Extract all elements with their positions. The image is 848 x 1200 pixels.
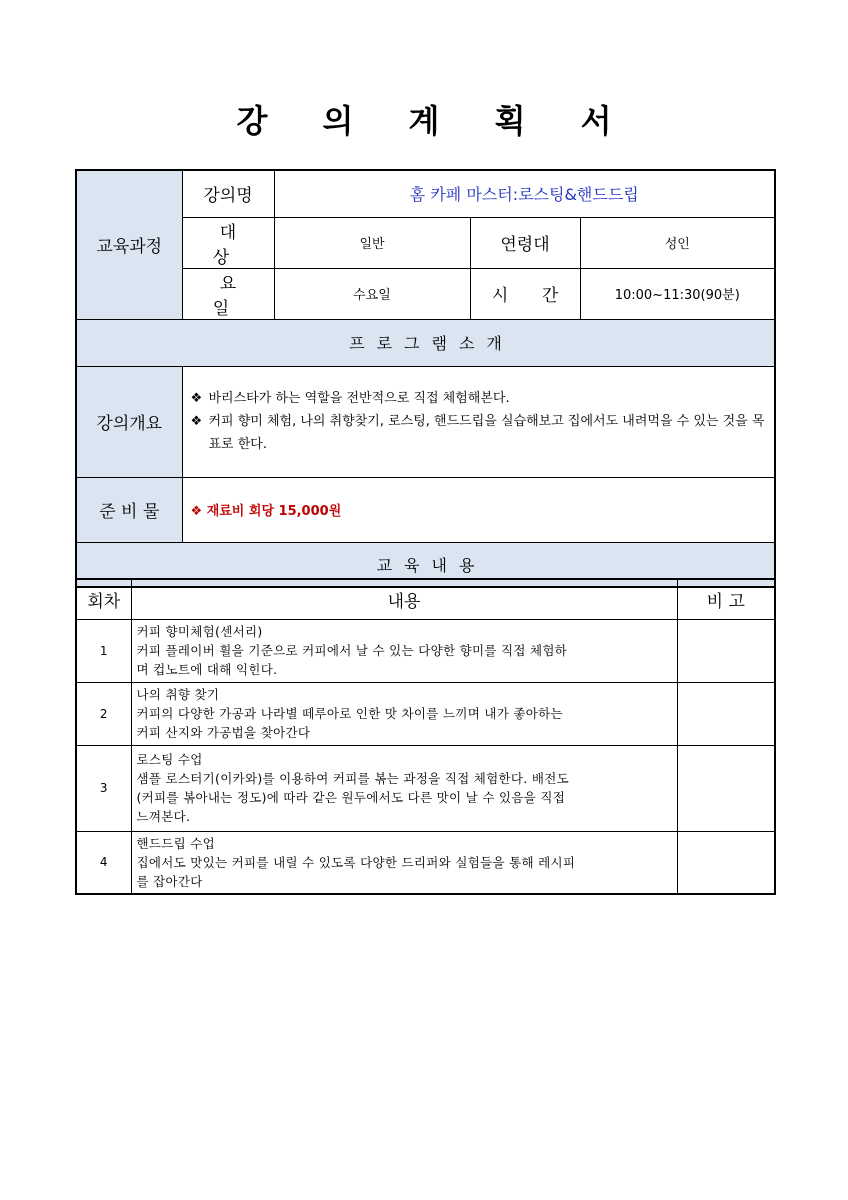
session-title: 로스팅 수업 (136, 752, 203, 767)
session-line: 커피 산지와 가공법을 찾아간다 (136, 725, 311, 740)
course-info-table (75, 169, 776, 588)
session-number: 3 (76, 745, 131, 831)
column-header-note: 비 고 (677, 579, 775, 619)
session-title: 나의 취향 찾기 (136, 687, 220, 702)
table-row (76, 745, 775, 831)
session-line: 느껴본다. (136, 809, 191, 824)
session-content (131, 831, 677, 894)
session-number: 2 (76, 682, 131, 745)
session-number: 4 (76, 831, 131, 894)
education-content-table (75, 578, 776, 895)
diamond-bullet-icon: ❖ (190, 414, 203, 429)
prep-value: 재료비 회당 15,000원 (206, 504, 342, 519)
category-label: 교육과정 (76, 170, 182, 319)
diamond-bullet-icon: ❖ (190, 504, 203, 519)
program-intro-heading: 프로그램소개 (76, 319, 775, 366)
overview-item (191, 410, 767, 456)
overview-item-text: 바리스타가 하는 역할을 전반적으로 직접 체험해본다. (208, 391, 510, 406)
session-content (131, 619, 677, 682)
session-line: 집에서도 맛있는 커피를 내릴 수 있도록 다양한 드리퍼와 실험들을 통해 레시피 (136, 854, 576, 870)
prep-content (182, 477, 775, 542)
overview-label: 강의개요 (76, 366, 182, 477)
table-row (76, 682, 775, 745)
overview-content (182, 366, 775, 477)
session-line: 며 컵노트에 대해 익힌다. (136, 662, 278, 677)
course-name-label: 강의명 (182, 170, 274, 217)
session-line: (커피를 볶아내는 정도)에 따라 같은 원두에서도 다른 맛이 날 수 있음을 직접 (136, 790, 566, 805)
time-label: 시 간 (470, 268, 580, 319)
session-title: 커피 향미체험(센서리) (136, 624, 263, 639)
age-label: 연령대 (470, 217, 580, 268)
session-number: 1 (76, 619, 131, 682)
prep-label: 준 비 물 (76, 477, 182, 542)
day-value: 수요일 (274, 268, 470, 319)
session-note (677, 619, 775, 682)
session-note (677, 682, 775, 745)
page-title: 강 의 계 획 서 (236, 102, 634, 140)
education-content-heading: 교육내용 (76, 542, 775, 587)
target-label: 대 상 (182, 217, 274, 268)
session-line: 를 잡아간다 (136, 873, 203, 889)
diamond-bullet-icon: ❖ (190, 391, 203, 406)
column-header-session: 회차 (76, 579, 131, 619)
day-label: 요 일 (182, 268, 274, 319)
column-header-content: 내용 (131, 579, 677, 619)
session-note (677, 745, 775, 831)
table-row (76, 619, 775, 682)
overview-item-text: 커피 향미 체험, 나의 취향찾기, 로스팅, 핸드드립을 실습해보고 집에서도 내려먹을 수 있는 것을 목표로 한다. (208, 414, 765, 452)
target-value: 일반 (274, 217, 470, 268)
session-content (131, 682, 677, 745)
time-value: 10:00~11:30(90분) (580, 268, 775, 319)
overview-item (191, 387, 767, 410)
course-name: 홈 카페 마스터:로스팅&핸드드립 (274, 170, 775, 217)
session-title: 핸드드립 수업 (136, 835, 216, 851)
session-line: 커피 플레이버 휠을 기준으로 커피에서 날 수 있는 다양한 향미를 직접 체험하 (136, 643, 568, 658)
session-line: 샘플 로스터기(이카와)를 이용하여 커피를 볶는 과정을 직접 체험한다. 배전도 (136, 771, 569, 786)
age-value: 성인 (580, 217, 775, 268)
session-note (677, 831, 775, 894)
session-line: 커피의 다양한 가공과 나라별 떼루아로 인한 맛 차이를 느끼며 내가 좋아하는 (136, 706, 563, 721)
session-content (131, 745, 677, 831)
table-row (76, 831, 775, 894)
